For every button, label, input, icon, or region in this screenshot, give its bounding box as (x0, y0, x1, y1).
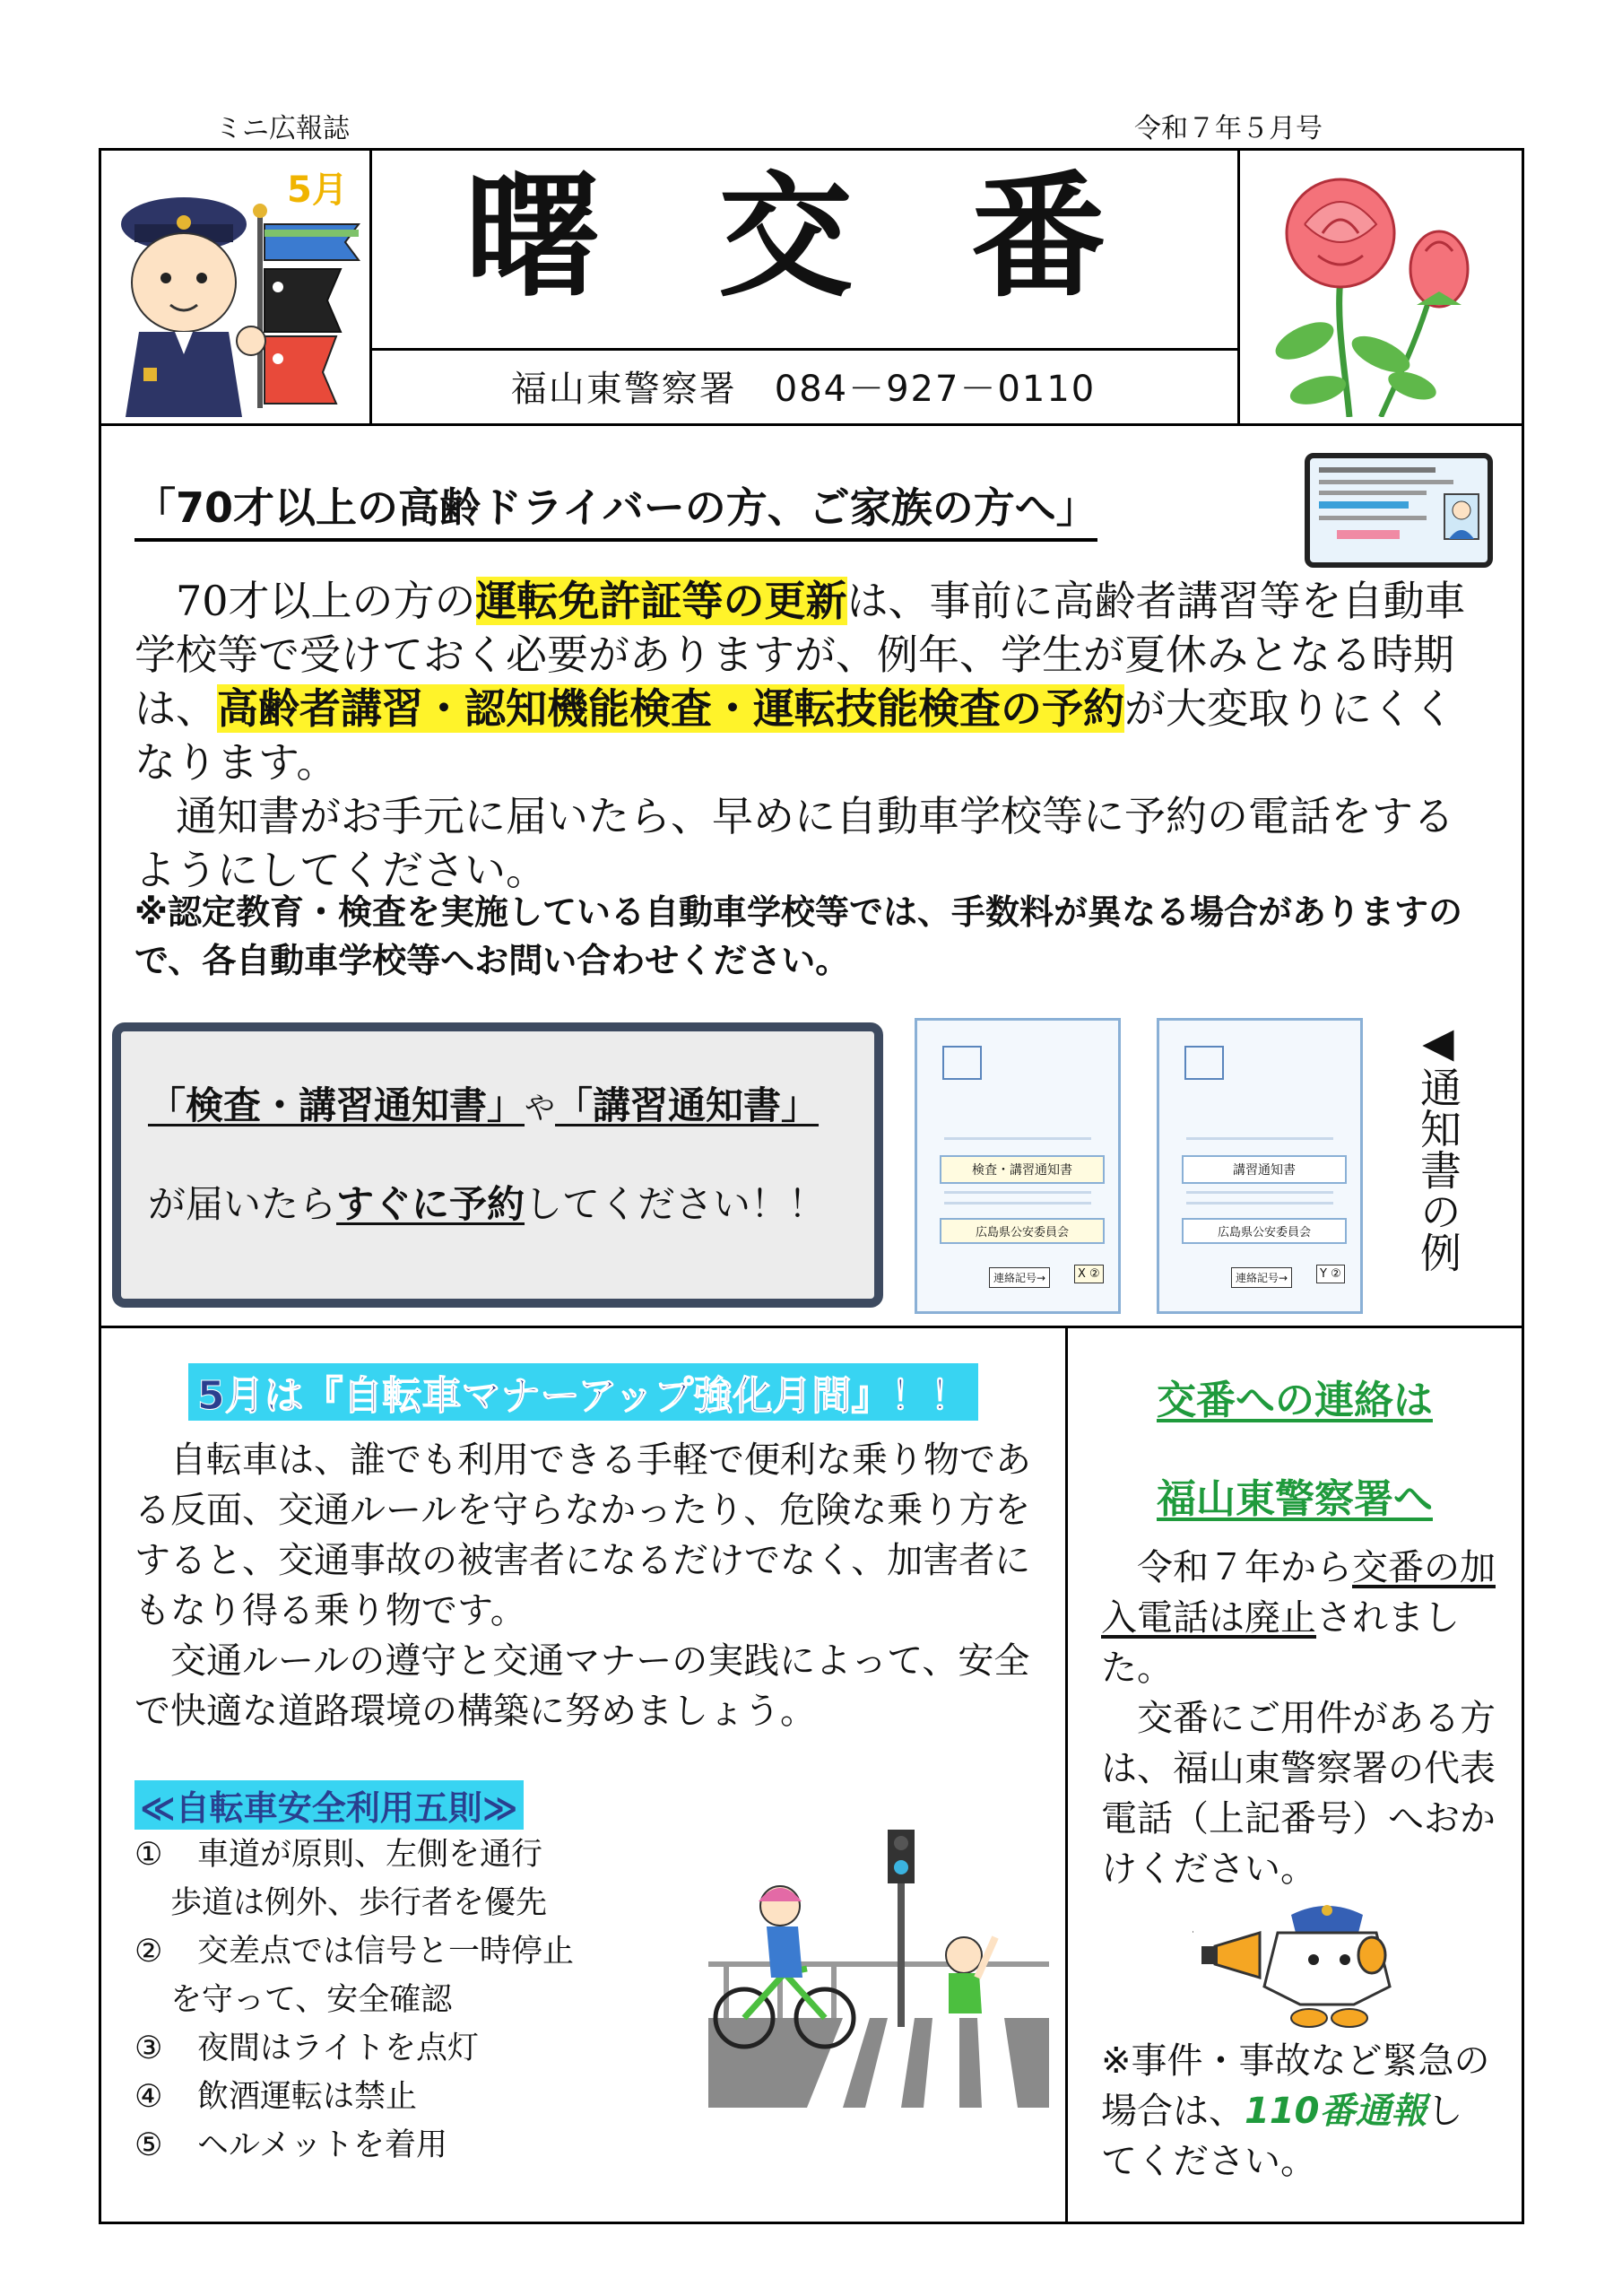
section-divider (99, 1326, 1524, 1328)
emergency-notice (1101, 2036, 1496, 2187)
notice-stamp (1184, 1046, 1224, 1080)
rule-text: 交差点では信号と一時停止 (197, 1934, 575, 1970)
notice-example-caption: ◀通知書の例 (1414, 1018, 1462, 1273)
article1-note: ※認定教育・検査を実施している自動車学校等では、手数料が異なる場合がありますので、各自動車学校等へお問い合わせください。 (134, 892, 1462, 980)
rule-number: ① (134, 1837, 163, 1873)
rose-illustration (1255, 161, 1515, 417)
police-mascot-illustration (108, 161, 363, 417)
rule-number: ③ (134, 2031, 163, 2066)
rule-item (134, 1830, 637, 1878)
publication-type: ミニ広報誌 (215, 113, 350, 144)
notice1-issuer: 広島県公安委員会 (940, 1218, 1105, 1244)
reservation-callout (112, 1022, 883, 1308)
emergency-110: 110番通報 (1245, 2091, 1427, 2132)
article2-heading: 5月は『自転車マナーアップ強化月間』！！ (188, 1363, 978, 1421)
callout-conjunction: や (525, 1091, 556, 1126)
rule-sub: 歩道は例外、歩行者を優先 (170, 1885, 548, 1921)
rules-list (134, 1830, 637, 2169)
station-contact: 福山東警察署 084－927－0110 (510, 369, 1097, 410)
article3-p1-b: されました。 (1101, 1597, 1460, 1689)
page-title: 曙 交 番 (464, 160, 1142, 316)
notice1-code: X ② (1074, 1265, 1104, 1283)
rule-text: 車道が原則、左側を通行 (197, 1837, 543, 1873)
phone-abolished-notice: 交番の加入電話は廃止 (1101, 1547, 1496, 1639)
article2-p1: 自転車は、誰でも利用できる手軽で便利な乗り物である反面、交通ルールを守らなかったり、危険な乗り方をすると、交通事故の被害者になるだけでなく、加害者にもなり得る乗り物です。 (134, 1439, 1031, 1631)
callout-notice-name2: 「講習通知書」 (555, 1083, 820, 1127)
rule-text: ヘルメットを着用 (197, 2127, 447, 2163)
notice2-code-label: 連絡記号→ (1231, 1267, 1292, 1288)
callout-line2-c: してください！！ (525, 1182, 827, 1226)
rule-text: 飲酒運転は禁止 (197, 2079, 418, 2115)
contact-heading-1: 交番への連絡は (1157, 1378, 1433, 1423)
notice1-code-label: 連絡記号→ (989, 1267, 1050, 1288)
rule-text: 夜間はライトを点灯 (197, 2031, 479, 2066)
elderly-course-highlight: 高齢者講習・認知機能検査・運転技能検査の予約 (217, 684, 1124, 733)
month-badge: 5月 (287, 170, 348, 211)
issue-date: 令和７年５月号 (1134, 113, 1323, 144)
article2-body (134, 1435, 1031, 1736)
rule-number: ④ (134, 2079, 163, 2115)
article1-p1-a: 70才以上の方の (176, 577, 476, 625)
article1-heading: 「70才以上の高齢ドライバーの方、ご家族の方へ」 (134, 475, 1097, 542)
rule-item (134, 2072, 637, 2120)
rule-number: ⑤ (134, 2127, 163, 2163)
header-bottom-rule (99, 423, 1524, 426)
article1-p2: 通知書がお手元に届いたら、早めに自動車学校等に予約の電話をするようにしてください。 (134, 792, 1454, 894)
rule-sub: を守って、安全確認 (170, 1982, 453, 2018)
rule-number: ② (134, 1934, 163, 1970)
header-divider-right (1237, 148, 1240, 426)
contact-heading-2: 福山東警察署へ (1157, 1476, 1433, 1522)
article1-p1-c: が大変取りにくくなります。 (134, 684, 1454, 787)
cyclist-crosswalk-illustration (708, 1812, 1049, 2108)
article3-body (1101, 1543, 1496, 1894)
rule-item (134, 2023, 637, 2072)
notice-example-2 (1157, 1018, 1363, 1314)
drivers-license-icon (1305, 453, 1493, 568)
notice-example-1 (915, 1018, 1121, 1314)
license-renewal-highlight: 運転免許証等の更新 (475, 577, 847, 625)
column-divider (1065, 1326, 1068, 2224)
rules-heading: ≪自転車安全利用五則≫ (134, 1780, 524, 1830)
megaphone-mascot-illustration (1193, 1897, 1408, 2031)
article3-p2: 交番にご用件がある方は、福山東警察署の代表電話（上記番号）へおかけください。 (1101, 1698, 1496, 1890)
header-divider-contact (369, 348, 1237, 351)
article3-p1-a: 令和７年から (1137, 1547, 1352, 1588)
emergency-a: ※事件・事故など緊急の場合は、 (1101, 2040, 1490, 2132)
notice2-title: 講習通知書 (1182, 1155, 1347, 1184)
callout-line2-a: が届いたら (148, 1182, 337, 1226)
notice2-code: Y ② (1316, 1265, 1345, 1283)
notice-stamp (942, 1046, 982, 1080)
emergency-c: してください。 (1101, 2091, 1463, 2182)
rule-item (134, 1926, 637, 1975)
callout-notice-name1: 「検査・講習通知書」 (148, 1083, 525, 1127)
callout-line2 (148, 1175, 826, 1229)
article1-body (134, 574, 1479, 897)
article2-p2: 交通ルールの遵守と交通マナーの実践によって、安全で快適な道路環境の構築に努めましょう。 (134, 1640, 1030, 1732)
rule-item (134, 2120, 637, 2169)
notice2-issuer: 広島県公安委員会 (1182, 1218, 1347, 1244)
callout-reserve-now: すぐに予約 (336, 1182, 525, 1226)
callout-line1 (148, 1076, 819, 1130)
notice1-title: 検査・講習通知書 (940, 1155, 1105, 1184)
article1-p1-b: は、事前に高齢者講習等を自動車学校等で受けておく必要がありますが、例年、学生が夏休みとなる時期は、 (134, 577, 1466, 733)
